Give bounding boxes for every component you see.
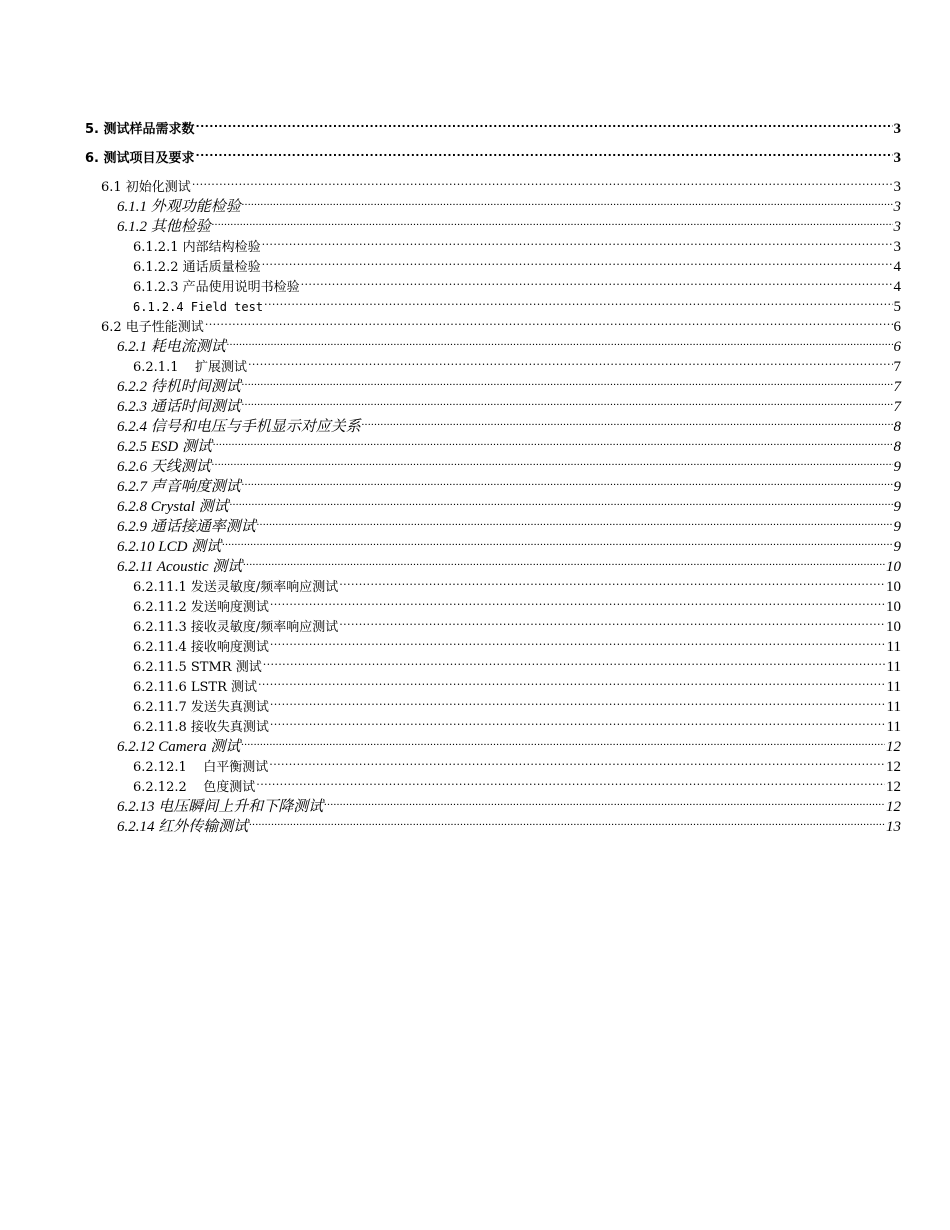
toc-dot-leader xyxy=(230,491,893,511)
toc-entry[interactable] xyxy=(133,691,901,715)
toc-dot-leader xyxy=(256,771,885,791)
toc-dot-leader xyxy=(222,531,892,551)
toc-entry-label: 6.2.11.8 接收失真测试 xyxy=(133,720,269,735)
toc-entry-page: 12 xyxy=(886,759,901,775)
toc-dot-leader xyxy=(212,211,893,231)
toc-entry[interactable] xyxy=(133,771,901,795)
toc-entry-page: 11 xyxy=(886,639,901,655)
toc-entry-label: 6.2.10 LCD 测试 xyxy=(117,539,222,555)
toc-entry[interactable] xyxy=(133,671,901,695)
toc-entry[interactable] xyxy=(133,231,901,255)
toc-entry-label: 6.2.7 声音响度测试 xyxy=(117,479,241,495)
toc-entry[interactable] xyxy=(85,142,901,166)
toc-dot-leader xyxy=(242,391,893,411)
toc-entry[interactable] xyxy=(133,631,901,655)
toc-entry-page: 4 xyxy=(893,279,901,295)
toc-entry-page: 9 xyxy=(893,519,901,535)
toc-entry[interactable] xyxy=(117,491,901,515)
toc-entry[interactable] xyxy=(133,251,901,275)
toc-entry-page: 7 xyxy=(893,379,901,395)
toc-dot-leader xyxy=(241,731,885,751)
toc-entry-label: 6.2.11.5 STMR 测试 xyxy=(133,660,262,675)
toc-entry-page: 9 xyxy=(893,499,901,515)
toc-entry-page: 11 xyxy=(886,679,901,695)
toc-entry-page: 11 xyxy=(886,719,901,735)
toc-entry-label: 6.2.1 耗电流测试 xyxy=(117,339,226,355)
toc-entry[interactable] xyxy=(117,391,901,415)
toc-entry[interactable] xyxy=(133,591,901,615)
toc-entry-label: 6.1.1 外观功能检验 xyxy=(117,199,241,215)
toc-entry-label: 6.2.8 Crystal 测试 xyxy=(117,499,229,515)
toc-entry-label: 6. 测试项目及要求 xyxy=(85,151,195,166)
toc-entry[interactable] xyxy=(133,571,901,595)
toc-dot-leader xyxy=(262,231,893,251)
toc-entry-label: 6.1 初始化测试 xyxy=(101,180,191,195)
toc-dot-leader xyxy=(242,191,893,211)
toc-entry-label: 6.2.13 电压瞬间上升和下降测试 xyxy=(117,799,324,815)
toc-entry[interactable] xyxy=(117,191,901,215)
toc-entry-label: 6.1.2.3 产品使用说明书检验 xyxy=(133,280,300,295)
toc-entry-page: 9 xyxy=(893,459,901,475)
toc-entry-page: 10 xyxy=(886,559,901,575)
toc-entry-page: 6 xyxy=(893,339,901,355)
toc-entry-page: 5 xyxy=(893,299,901,315)
toc-entry[interactable] xyxy=(117,431,901,455)
toc-entry-page: 3 xyxy=(893,239,901,255)
toc-entry-page: 9 xyxy=(893,479,901,495)
toc-entry-page: 7 xyxy=(893,359,901,375)
toc-entry[interactable] xyxy=(133,751,901,775)
toc-entry-label: 6.2.11.7 发送失真测试 xyxy=(133,700,269,715)
toc-entry-label: 6.1.2 其他检验 xyxy=(117,219,211,235)
toc-entry-label: 6.2.6 天线测试 xyxy=(117,459,211,475)
toc-entry-page: 3 xyxy=(893,219,901,235)
toc-entry-page: 10 xyxy=(886,619,901,635)
toc-entry-label: 6.1.2.4 Field test xyxy=(133,300,264,314)
toc-entry[interactable] xyxy=(117,511,901,535)
toc-entry-page: 9 xyxy=(893,539,901,555)
toc-dot-leader xyxy=(196,113,893,133)
toc-entry-page: 11 xyxy=(886,659,901,675)
toc-entry-label: 6.2.12 Camera 测试 xyxy=(117,739,241,755)
toc-dot-leader xyxy=(270,711,886,731)
toc-entry-label: 6.2.11.6 LSTR 测试 xyxy=(133,680,258,695)
toc-entry-page: 12 xyxy=(886,779,901,795)
toc-dot-leader xyxy=(262,251,893,271)
toc-entry[interactable] xyxy=(117,371,901,395)
toc-entry[interactable] xyxy=(101,311,901,335)
toc-dot-leader xyxy=(192,171,893,191)
toc-entry-label: 6.2.11.1 发送灵敏度/频率响应测试 xyxy=(133,580,339,595)
toc-entry-page: 4 xyxy=(893,259,901,275)
toc-dot-leader xyxy=(269,751,885,771)
toc-dot-leader xyxy=(270,591,885,611)
toc-dot-leader xyxy=(362,411,893,431)
toc-entry[interactable] xyxy=(117,531,901,555)
toc-entry-label: 6.2.11.2 发送响度测试 xyxy=(133,600,269,615)
toc-entry[interactable] xyxy=(117,331,901,355)
toc-entry-page: 12 xyxy=(886,739,901,755)
toc-entry-label: 6.2.4 信号和电压与手机显示对应关系 xyxy=(117,419,361,435)
toc-dot-leader xyxy=(258,671,886,691)
toc-entry[interactable] xyxy=(133,711,901,735)
toc-entry-label: 6.1.2.2 通话质量检验 xyxy=(133,260,261,275)
toc-entry-page: 10 xyxy=(886,579,901,595)
toc-entry-page: 3 xyxy=(893,199,901,215)
toc-entry-page: 8 xyxy=(893,419,901,435)
toc-entry-page: 7 xyxy=(893,399,901,415)
toc-dot-leader xyxy=(242,371,893,391)
toc-entry-label: 6.2 电子性能测试 xyxy=(101,320,204,335)
toc-entry-page: 3 xyxy=(893,179,901,195)
toc-entry-label: 6.2.1.1 扩展测试 xyxy=(133,360,248,375)
toc-dot-leader xyxy=(324,791,885,811)
toc-entry-page: 11 xyxy=(886,699,901,715)
toc-entry[interactable] xyxy=(117,791,901,815)
toc-entry[interactable] xyxy=(117,411,901,435)
toc-dot-leader xyxy=(270,631,886,651)
toc-dot-leader xyxy=(301,271,893,291)
toc-dot-leader xyxy=(339,611,885,631)
toc-entry-label: 6.2.9 通话接通率测试 xyxy=(117,519,256,535)
toc-entry-label: 6.2.14 红外传输测试 xyxy=(117,819,249,835)
toc-dot-leader xyxy=(249,811,885,831)
toc-entry[interactable] xyxy=(101,171,901,195)
toc-dot-leader xyxy=(339,571,885,591)
toc-entry[interactable] xyxy=(133,351,901,375)
toc-dot-leader xyxy=(243,551,885,571)
toc-entry[interactable] xyxy=(117,811,901,835)
toc-entry-label: 6.2.11.3 接收灵敏度/频率响应测试 xyxy=(133,620,339,635)
toc-dot-leader xyxy=(196,142,893,162)
toc-entry[interactable] xyxy=(133,291,901,315)
toc-dot-leader xyxy=(263,651,886,671)
toc-entry-page: 10 xyxy=(886,599,901,615)
toc-entry[interactable] xyxy=(117,211,901,235)
toc-entry-label: 6.2.2 待机时间测试 xyxy=(117,379,241,395)
toc-dot-leader xyxy=(248,351,892,371)
toc-dot-leader xyxy=(205,311,893,331)
toc-entry-page: 3 xyxy=(893,121,901,137)
toc-dot-leader xyxy=(212,451,893,471)
toc-entry-label: 6.2.12.2 色度测试 xyxy=(133,780,256,795)
toc-entry-page: 13 xyxy=(886,819,901,835)
toc-entry-page: 3 xyxy=(893,150,901,166)
toc-entry-page: 6 xyxy=(893,319,901,335)
toc-entry-label: 6.2.11 Acoustic 测试 xyxy=(117,559,243,575)
toc-dot-leader xyxy=(227,331,893,351)
toc-entry[interactable] xyxy=(117,551,901,575)
toc-entry-label: 6.2.5 ESD 测试 xyxy=(117,439,212,455)
toc-entry[interactable] xyxy=(117,451,901,475)
toc-entry-page: 12 xyxy=(886,799,901,815)
toc-entry-page: 8 xyxy=(893,439,901,455)
toc-dot-leader xyxy=(264,291,892,311)
toc-entry-label: 6.2.11.4 接收响度测试 xyxy=(133,640,269,655)
toc-dot-leader xyxy=(242,471,893,491)
toc-dot-leader xyxy=(270,691,886,711)
toc-entry[interactable] xyxy=(133,611,901,635)
toc-entry-label: 5. 测试样品需求数 xyxy=(85,122,195,137)
toc-dot-leader xyxy=(213,431,893,451)
toc-entry-label: 6.2.3 通话时间测试 xyxy=(117,399,241,415)
toc-entry[interactable] xyxy=(133,271,901,295)
toc-entry[interactable] xyxy=(117,731,901,755)
toc-dot-leader xyxy=(257,511,893,531)
toc-entry[interactable] xyxy=(133,651,901,675)
toc-entry[interactable] xyxy=(85,113,901,137)
toc-entry[interactable] xyxy=(117,471,901,495)
toc-entry-label: 6.2.12.1 白平衡测试 xyxy=(133,760,269,775)
toc-entry-label: 6.1.2.1 内部结构检验 xyxy=(133,240,261,255)
